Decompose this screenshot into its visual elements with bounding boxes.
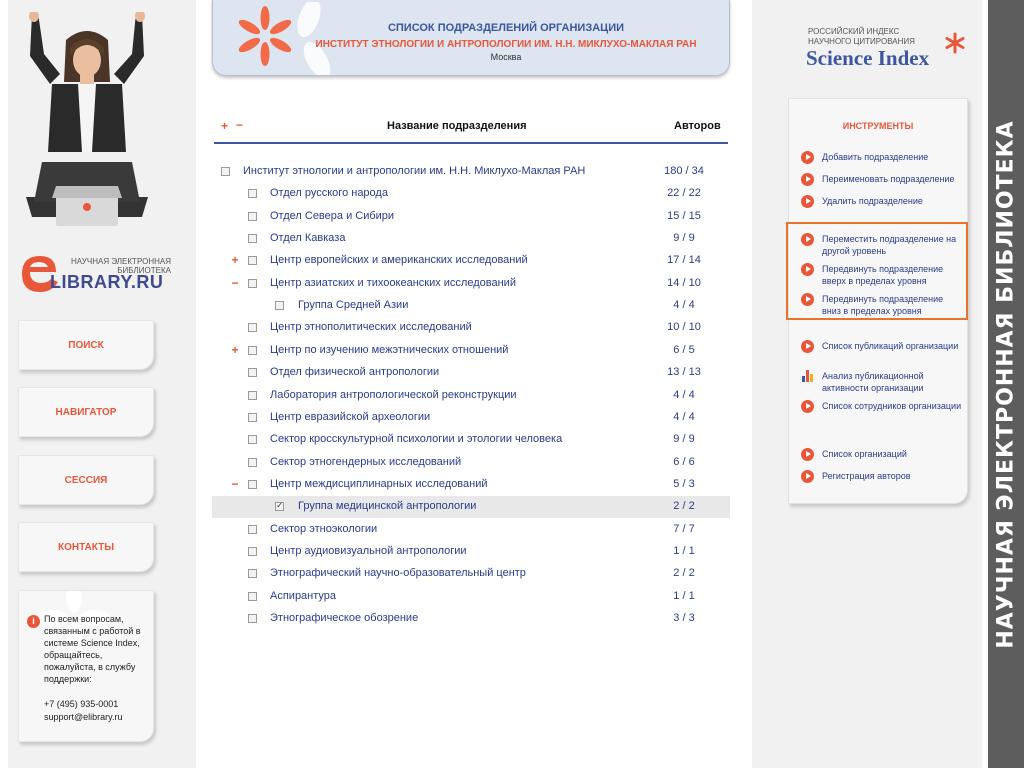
author-count[interactable]: 4 / 4 (673, 388, 695, 401)
author-count[interactable]: 13 / 13 (667, 366, 701, 379)
analysis-label: Анализ публикационной активности организации (822, 371, 924, 393)
support-email-link[interactable]: support@elibrary.ru (44, 712, 123, 722)
table-row[interactable] (212, 362, 730, 384)
table-row[interactable] (212, 295, 730, 317)
author-count[interactable]: 180 / 34 (664, 165, 704, 177)
row-checkbox[interactable] (221, 167, 230, 176)
row-checkbox[interactable] (248, 346, 257, 355)
rename-department-link[interactable] (801, 173, 963, 185)
author-count[interactable]: 15 / 15 (667, 209, 701, 222)
add-department-link[interactable] (801, 151, 963, 163)
department-name[interactable]: Группа медицинской антропологии (298, 500, 477, 513)
elibrary-tagline-2: БИБЛИОТЕКА (117, 266, 171, 275)
author-count[interactable]: 6 / 6 (673, 455, 695, 468)
nav-navigator-button[interactable]: НАВИГАТОР (18, 387, 154, 437)
table-row[interactable] (212, 407, 730, 429)
row-checkbox[interactable] (275, 502, 284, 511)
table-row[interactable] (212, 429, 730, 451)
bar-chart-icon (802, 370, 815, 382)
play-icon (801, 470, 814, 483)
move-up-label: Передвинуть подразделение вверх в пределах уровня (822, 264, 944, 286)
expand-all-button[interactable]: + (221, 119, 229, 133)
table-row[interactable] (212, 273, 730, 295)
publications-list-link[interactable] (801, 340, 963, 352)
row-checkbox[interactable] (248, 323, 257, 332)
author-count[interactable]: 17 / 14 (667, 254, 701, 267)
table-row[interactable] (212, 228, 730, 250)
collapse-row-button[interactable]: − (231, 476, 239, 491)
info-icon: i (27, 615, 40, 628)
author-count[interactable]: 1 / 1 (673, 589, 695, 602)
delete-department-label: Удалить подразделение (822, 196, 923, 206)
employees-list-link[interactable] (801, 400, 963, 412)
author-count[interactable]: 2 / 2 (673, 567, 695, 580)
science-index-logo[interactable] (806, 22, 976, 72)
science-index-tagline-2: НАУЧНОГО ЦИТИРОВАНИЯ (808, 37, 915, 46)
rename-department-label: Переименовать подразделение (822, 174, 955, 184)
nav-session-button[interactable]: СЕССИЯ (18, 455, 154, 505)
row-checkbox[interactable] (248, 614, 257, 623)
author-count[interactable]: 4 / 4 (673, 299, 695, 312)
author-count[interactable]: 4 / 4 (673, 410, 695, 423)
row-checkbox[interactable] (248, 569, 257, 578)
department-name[interactable]: Институт этнологии и антропологии им. Н.Н. Миклухо-Маклая РАН (243, 165, 586, 177)
elibrary-logo[interactable] (18, 252, 171, 294)
department-name[interactable]: Центр междисциплинарных исследований (270, 477, 488, 490)
publication-analysis-link[interactable] (801, 370, 963, 394)
department-name[interactable]: Центр азиатских и тихоокеанских исследований (270, 276, 516, 289)
table-row[interactable] (212, 474, 730, 496)
table-row[interactable] (212, 250, 730, 272)
move-level-label: Переместить подразделение на другой уровень (822, 234, 957, 256)
organization-name: ИНСТИТУТ ЭТНОЛОГИИ И АНТРОПОЛОГИИ ИМ. Н.Н. МИКЛУХО-МАКЛАЯ РАН (315, 39, 697, 50)
author-count[interactable]: 7 / 7 (673, 522, 695, 535)
support-phone: +7 (495) 935-0001 (44, 699, 119, 709)
science-index-tagline-1: РОССИЙСКИЙ ИНДЕКС (808, 27, 900, 36)
table-header (214, 112, 728, 144)
row-checkbox[interactable] (248, 435, 257, 444)
department-name[interactable]: Отдел физической антропологии (270, 366, 440, 379)
science-index-wordmark: Science Index (806, 46, 930, 70)
table-row[interactable] (212, 519, 730, 541)
department-name[interactable]: Этнографический научно-образовательный центр (270, 567, 526, 580)
tools-title: ИНСТРУМЕНТЫ (842, 121, 914, 131)
row-checkbox[interactable] (248, 279, 257, 288)
move-tools-highlight (786, 222, 968, 320)
side-banner (988, 0, 1024, 768)
author-count[interactable]: 10 / 10 (667, 321, 701, 334)
support-text: По всем вопросам, связанным с работой в системе Science Index, обращайтесь, пожалуйста, в службу поддержки: (44, 614, 141, 684)
row-checkbox[interactable] (248, 547, 257, 556)
table-row[interactable] (212, 385, 730, 407)
table-row[interactable] (212, 563, 730, 585)
add-department-label: Добавить подразделение (822, 152, 929, 162)
nav-search-button[interactable]: ПОИСК (18, 320, 154, 370)
department-name[interactable]: Отдел Севера и Сибири (270, 209, 395, 222)
organizations-label: Список организаций (822, 449, 907, 459)
author-count[interactable]: 1 / 1 (673, 544, 695, 557)
department-name[interactable]: Лаборатория антропологической реконструкции (270, 388, 517, 401)
author-count[interactable]: 3 / 3 (673, 612, 695, 624)
play-icon (801, 400, 814, 413)
table-row[interactable] (212, 541, 730, 563)
play-icon (801, 151, 814, 164)
play-icon (801, 173, 814, 186)
asterisk-icon (944, 32, 966, 54)
department-name[interactable]: Центр европейских и американских исследований (270, 254, 528, 267)
table-row[interactable] (212, 452, 730, 474)
row-checkbox[interactable] (248, 212, 257, 221)
delete-department-link[interactable] (801, 195, 963, 207)
registration-label: Регистрация авторов (822, 471, 911, 481)
expand-row-button[interactable]: + (231, 253, 239, 268)
column-header-name: Название подразделения (387, 120, 527, 132)
row-checkbox[interactable] (248, 256, 257, 265)
department-name[interactable]: Центр по изучению межэтнических отношений (270, 343, 509, 356)
publications-label: Список публикаций организации (822, 341, 959, 351)
row-checkbox[interactable] (248, 592, 257, 601)
table-row[interactable] (212, 586, 730, 608)
row-checkbox[interactable] (248, 458, 257, 467)
play-icon (801, 340, 814, 353)
page-header (212, 0, 730, 76)
row-checkbox[interactable] (248, 413, 257, 422)
department-name[interactable]: Сектор этноэкологии (270, 522, 378, 535)
side-banner-text: НАУЧНАЯ ЭЛЕКТРОННАЯ БИБЛИОТЕКА (993, 119, 1019, 649)
department-name[interactable]: Сектор этногендерных исследований (270, 455, 462, 468)
elibrary-wordmark: LIBRARY.RU (50, 272, 164, 292)
table-row[interactable] (212, 206, 730, 228)
table-row[interactable] (212, 161, 730, 183)
author-count[interactable]: 9 / 9 (673, 232, 695, 245)
row-checkbox[interactable] (275, 301, 284, 310)
department-name[interactable]: Центр аудиовизуальной антропологии (270, 544, 467, 557)
play-icon (801, 195, 814, 208)
department-name[interactable]: Центр этнополитических исследований (270, 321, 472, 334)
science-index-tagline (808, 27, 915, 47)
department-name[interactable]: Отдел Кавказа (270, 232, 346, 245)
support-box (18, 590, 154, 742)
organizations-list-link[interactable] (801, 448, 963, 460)
collapse-row-button[interactable]: − (231, 275, 239, 290)
author-count[interactable]: 9 / 9 (673, 433, 695, 446)
table-row[interactable] (212, 340, 730, 362)
column-header-authors: Авторов (674, 120, 721, 132)
table-row[interactable] (212, 317, 730, 339)
elibrary-tagline-1: НАУЧНАЯ ЭЛЕКТРОННАЯ (71, 257, 171, 266)
row-checkbox[interactable] (248, 189, 257, 198)
author-count[interactable]: 5 / 3 (673, 477, 695, 490)
person-with-laptop-illustration (22, 12, 152, 227)
author-count[interactable]: 22 / 22 (667, 187, 701, 200)
department-name[interactable]: Сектор кросскультурной психологии и этологии человека (270, 433, 563, 446)
employees-label: Список сотрудников организации (822, 401, 962, 411)
department-name[interactable]: Аспирантура (270, 589, 337, 602)
expand-row-button[interactable]: + (231, 342, 239, 357)
author-count[interactable]: 6 / 5 (673, 343, 695, 356)
author-registration-link[interactable] (801, 470, 963, 482)
play-icon (801, 448, 814, 461)
department-name[interactable]: Центр евразийской археологии (270, 410, 431, 423)
move-down-label: Передвинуть подразделение вниз в пределах уровня (822, 294, 944, 316)
department-name[interactable]: Отдел русского народа (270, 187, 388, 200)
table-row[interactable] (212, 496, 730, 518)
row-checkbox[interactable] (248, 234, 257, 243)
page-title: СПИСОК ПОДРАЗДЕЛЕНИЙ ОРГАНИЗАЦИИ (387, 22, 625, 34)
row-checkbox[interactable] (248, 368, 257, 377)
author-count[interactable]: 2 / 2 (673, 500, 695, 513)
table-row[interactable] (212, 608, 730, 630)
row-checkbox[interactable] (248, 480, 257, 489)
author-count[interactable]: 14 / 10 (667, 276, 701, 289)
row-checkbox[interactable] (248, 391, 257, 400)
table-row[interactable] (212, 183, 730, 205)
collapse-all-button[interactable]: − (236, 118, 244, 132)
department-name[interactable]: Этнографическое обозрение (270, 612, 419, 624)
row-checkbox[interactable] (248, 525, 257, 534)
department-name[interactable]: Группа Средней Азии (298, 299, 409, 312)
nav-contacts-button[interactable]: КОНТАКТЫ (18, 522, 154, 572)
organization-city: Москва (490, 52, 522, 62)
